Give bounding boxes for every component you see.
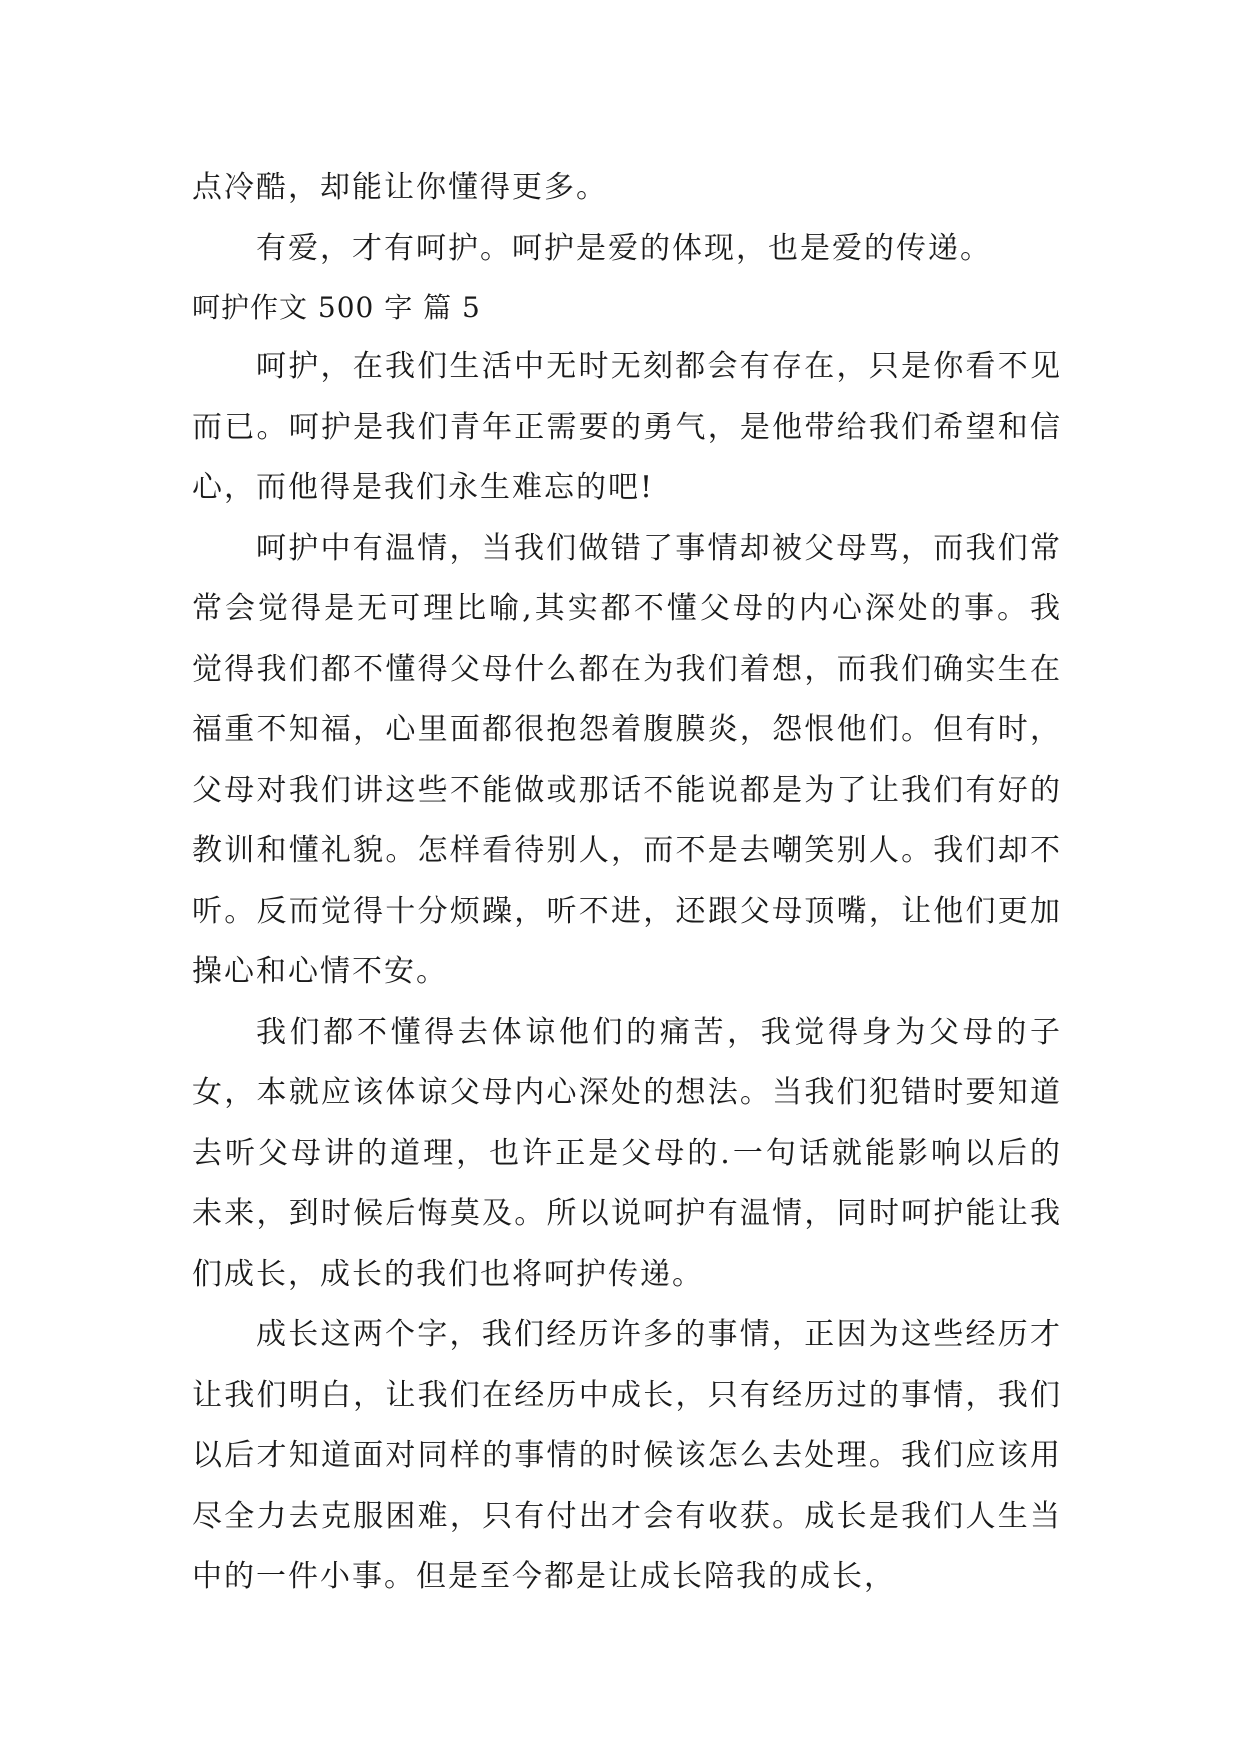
section-paragraph: 呵护中有温情，当我们做错了事情却被父母骂，而我们常常会觉得是无可理比喻,其实都不懂父母的内心深处的事。我觉得我们都不懂得父母什么都在为我们着想，而我们确实生在福重不知福，心里面都很抱怨着腹膜炎，怨恨他们。但有时，父母对我们讲这些不能做或那话不能说都是为了让我们有好的教训和懂礼貌。怎样看待别人，而不是去嘲笑别人。我们却不听。反而觉得十分烦躁，听不进，还跟父母顶嘴，让他们更加操心和心情不安。 [192,530,1062,989]
paragraph-love-and-care: 有爱，才有呵护。呵护是爱的体现，也是爱的传递。 [256,230,992,266]
section-paragraph: 我们都不懂得去体谅他们的痛苦，我觉得身为父母的子女，本就应该体谅父母内心深处的想法。当我们犯错时要知道去听父母讲的道理，也许正是父母的.一句话就能影响以后的未来，到时候后悔莫及。所以说呵护有温情，同时呵护能让我们成长，成长的我们也将呵护传递。 [192,1014,1062,1292]
section-paragraph: 成长这两个字，我们经历许多的事情，正因为这些经历才让我们明白，让我们在经历中成长，只有经历过的事情，我们以后才知道面对同样的事情的时候该怎么去处理。我们应该用尽全力去克服困难，只有付出才会有收获。成长是我们人生当中的一件小事。但是至今都是让成长陪我的成长， [192,1317,1062,1594]
section-heading: 呵护作文 500 字 篇 5 [192,291,481,324]
document-body [192,158,1062,1608]
paragraph-continuation: 点冷酷，却能让你懂得更多。 [192,170,608,205]
section-paragraph: 呵护，在我们生活中无时无刻都会有存在，只是你看不见而已。呵护是我们青年正需要的勇气，是他带给我们希望和信心，而他得是我们永生难忘的吧! [192,349,1062,505]
